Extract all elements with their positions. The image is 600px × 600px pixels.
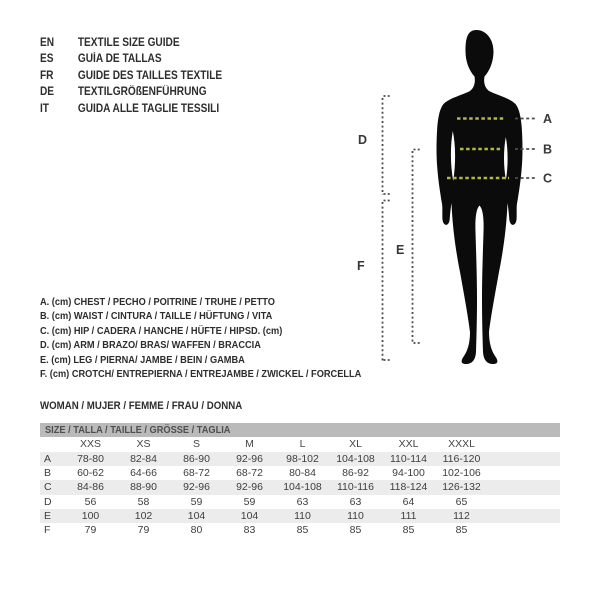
table-cell: 78-80 bbox=[77, 453, 104, 465]
filler-cell bbox=[488, 452, 560, 466]
table-cell: 92-96 bbox=[236, 453, 263, 465]
size-table-header-row bbox=[40, 437, 560, 452]
corner-cell bbox=[40, 437, 64, 452]
woman-silhouette bbox=[437, 30, 523, 364]
table-cell: 63 bbox=[296, 495, 309, 508]
table-cell: 98-102 bbox=[286, 453, 319, 465]
table-cell: 104 bbox=[240, 509, 259, 522]
column-header: XL bbox=[349, 438, 362, 450]
table-cell: 85 bbox=[349, 523, 362, 536]
table-cell: 92-96 bbox=[183, 481, 210, 494]
table-cell: 110-114 bbox=[390, 453, 427, 465]
table-cell: 84-86 bbox=[77, 481, 104, 494]
legend-chest: A. (cm) CHEST / PECHO / POITRINE / TRUHE / PETTO bbox=[40, 296, 275, 308]
table-row bbox=[40, 523, 560, 537]
table-cell: 82-84 bbox=[130, 453, 157, 465]
table-cell: 112 bbox=[453, 509, 470, 522]
filler-cell bbox=[488, 480, 560, 494]
table-cell: 86-92 bbox=[342, 467, 369, 480]
row-label: F bbox=[44, 523, 51, 536]
table-row bbox=[40, 480, 560, 494]
table-cell: 59 bbox=[243, 495, 256, 508]
waist-marker-label: B bbox=[543, 142, 553, 157]
crotch-marker-label: F bbox=[357, 259, 365, 273]
language-title: GUIDA ALLE TAGLIE TESSILI bbox=[77, 102, 220, 115]
legend-crotch: F. (cm) CROTCH/ ENTREPIERNA / ENTREJAMBE / ZWICKEL / FORCELLA bbox=[40, 367, 362, 380]
table-cell: 92-96 bbox=[236, 481, 263, 494]
leg-marker-label: E bbox=[396, 243, 405, 257]
table-cell: 85 bbox=[296, 523, 309, 536]
table-cell: 110 bbox=[347, 509, 364, 522]
table-row bbox=[40, 495, 560, 509]
legend-waist: B. (cm) WAIST / CINTURA / TAILLE / HÜFTUNG / VITA bbox=[40, 310, 273, 323]
language-title: TEXTILGRÖßENFÜHRUNG bbox=[77, 86, 207, 99]
table-cell: 88-90 bbox=[130, 481, 157, 494]
table-cell: 110 bbox=[294, 509, 311, 522]
legend-arm: D. (cm) ARM / BRAZO/ BRAS/ WAFFEN / BRACCIA bbox=[40, 339, 261, 352]
table-row bbox=[40, 452, 560, 466]
row-label: D bbox=[44, 495, 52, 508]
table-cell: 85 bbox=[455, 523, 468, 536]
filler-cell bbox=[488, 509, 560, 523]
language-code: EN bbox=[40, 37, 55, 49]
table-cell: 86-90 bbox=[183, 453, 210, 465]
column-header: M bbox=[245, 438, 254, 450]
language-code: IT bbox=[40, 102, 50, 115]
language-title: TEXTILE SIZE GUIDE bbox=[77, 37, 180, 49]
column-header: XS bbox=[136, 438, 151, 450]
table-cell: 65 bbox=[455, 495, 468, 508]
table-cell: 118-124 bbox=[389, 481, 428, 494]
column-header: S bbox=[192, 438, 200, 450]
language-code: DE bbox=[40, 86, 55, 99]
column-header: XXS bbox=[79, 438, 101, 450]
table-cell: 102-106 bbox=[442, 467, 481, 480]
filler-cell bbox=[488, 495, 560, 509]
table-cell: 83 bbox=[243, 523, 256, 536]
table-cell: 85 bbox=[402, 523, 415, 536]
row-label: B bbox=[44, 467, 52, 480]
filler-cell bbox=[488, 523, 560, 537]
hip-marker-label: C bbox=[543, 171, 553, 186]
table-cell: 56 bbox=[84, 495, 97, 508]
measurement-legend bbox=[40, 295, 405, 381]
row-label: E bbox=[44, 509, 52, 522]
gender-heading: WOMAN / MUJER / FEMME / FRAU / DONNA bbox=[40, 400, 243, 412]
table-cell: 116-120 bbox=[442, 453, 481, 465]
table-cell: 80 bbox=[190, 523, 203, 536]
language-title: GUÍA DE TALLAS bbox=[77, 53, 162, 66]
table-cell: 59 bbox=[190, 495, 203, 508]
table-cell: 79 bbox=[84, 523, 97, 536]
table-cell: 100 bbox=[81, 509, 100, 522]
table-cell: 63 bbox=[349, 495, 362, 508]
table-cell: 68-72 bbox=[183, 467, 210, 480]
size-table bbox=[40, 423, 560, 537]
table-cell: 64 bbox=[402, 495, 415, 508]
filler-cell bbox=[488, 437, 560, 452]
table-cell: 58 bbox=[137, 495, 150, 508]
table-cell: 111 bbox=[400, 509, 417, 522]
table-row bbox=[40, 509, 560, 523]
language-code: ES bbox=[40, 53, 54, 66]
legend-hip: C. (cm) HIP / CADERA / HANCHE / HÜFTE / HIPSD. (cm) bbox=[40, 324, 283, 337]
table-cell: 64-66 bbox=[130, 467, 157, 480]
legend-leg: E. (cm) LEG / PIERNA/ JAMBE / BEIN / GAMBA bbox=[40, 353, 245, 366]
language-title: GUIDE DES TAILLES TEXTILE bbox=[77, 69, 223, 82]
table-cell: 68-72 bbox=[236, 467, 263, 480]
column-header: XXXL bbox=[448, 438, 475, 450]
table-cell: 104 bbox=[187, 509, 206, 522]
row-label: C bbox=[44, 481, 52, 494]
column-header: XXL bbox=[398, 438, 419, 450]
table-cell: 79 bbox=[137, 523, 150, 536]
table-cell: 94-100 bbox=[392, 467, 425, 480]
chest-marker-label: A bbox=[543, 112, 553, 126]
column-header: L bbox=[299, 438, 306, 450]
table-cell: 104-108 bbox=[336, 453, 375, 465]
table-cell: 60-62 bbox=[77, 467, 104, 480]
arm-marker-label: D bbox=[358, 133, 368, 147]
row-label: A bbox=[44, 453, 52, 465]
table-cell: 104-108 bbox=[283, 481, 322, 494]
table-cell: 126-132 bbox=[442, 481, 481, 494]
table-row bbox=[40, 466, 560, 480]
language-code: FR bbox=[40, 69, 54, 82]
table-cell: 80-84 bbox=[289, 467, 316, 480]
table-cell: 110-116 bbox=[337, 481, 374, 494]
filler-cell bbox=[488, 466, 560, 480]
table-cell: 102 bbox=[134, 509, 153, 522]
size-table-title: SIZE / TALLA / TAILLE / GRÖSSE / TAGLIA bbox=[40, 423, 560, 437]
